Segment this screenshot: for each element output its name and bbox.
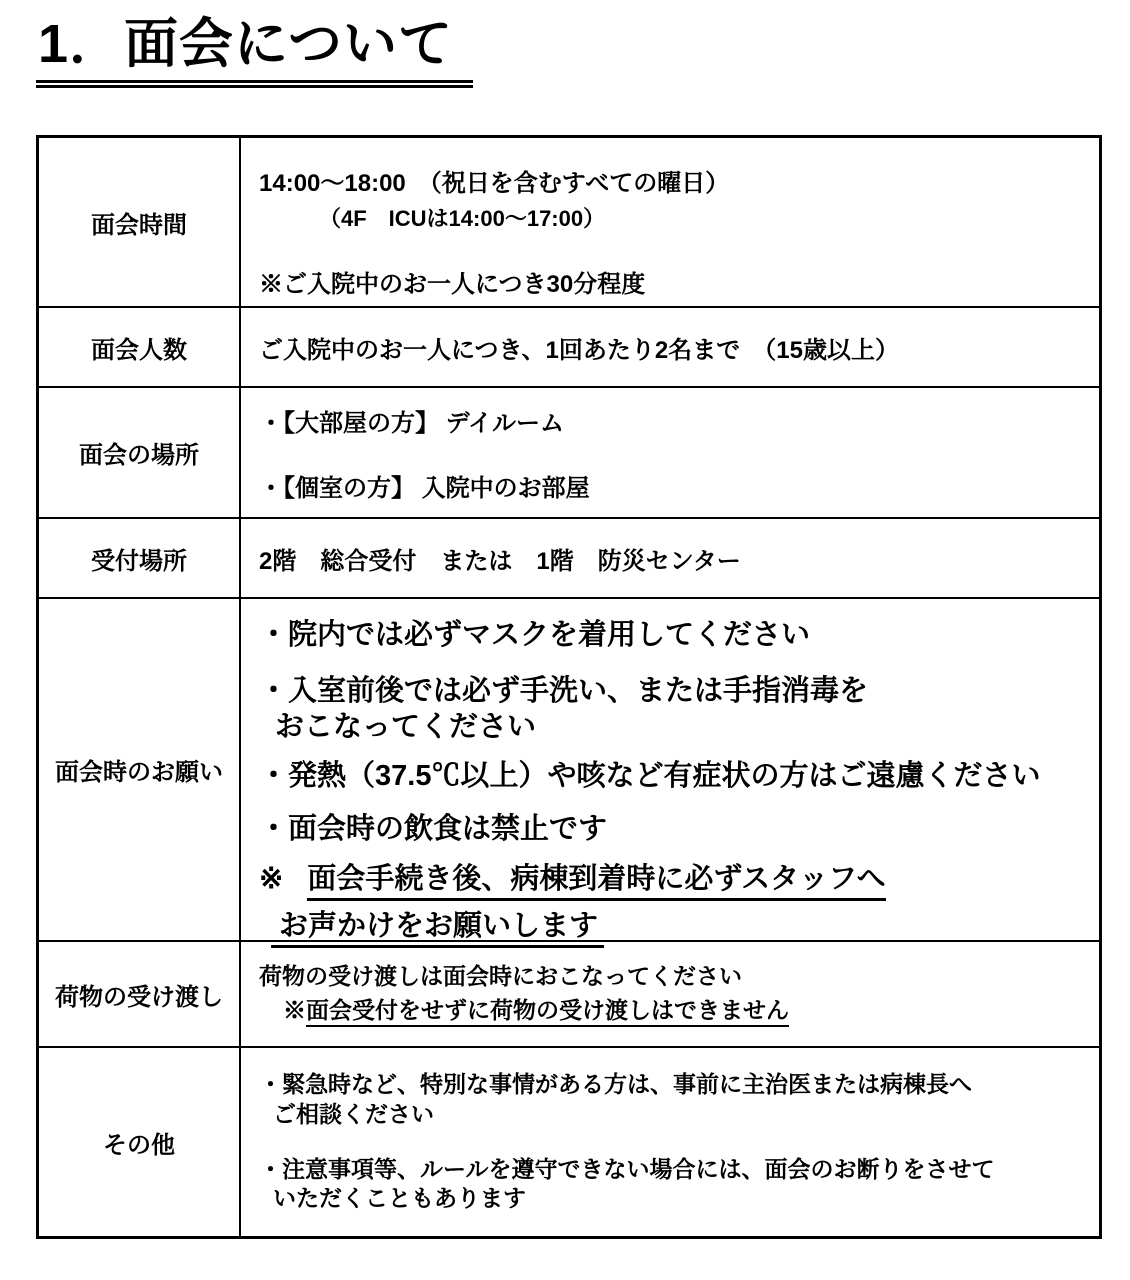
request-fever-line: ・発熱（37.5℃以上）や咳など有症状の方はご遠慮ください [259, 760, 1041, 793]
row-baggage-handover [39, 940, 1099, 1046]
row-other [39, 1046, 1099, 1236]
row-visitor-count-label: 面会人数 [39, 308, 241, 386]
row-reception-place-label: 受付場所 [39, 519, 241, 597]
reception-place-line: 2階 総合受付 または 1階 防災センター [259, 547, 741, 575]
row-visit-place [39, 386, 1099, 517]
row-baggage-handover-label: 荷物の受け渡し [39, 942, 241, 1046]
baggage-note-underlined-text: 面会受付をせずに荷物の受け渡しはできません [306, 997, 789, 1027]
visit-place-shared-room-line: ・【大部屋の方】 デイルーム [259, 409, 564, 437]
row-reception-place-content [241, 519, 1099, 597]
reference-mark: ※ [283, 997, 306, 1023]
row-other-label: その他 [39, 1048, 241, 1236]
baggage-note-line [283, 997, 1093, 1025]
row-other-content [241, 1048, 1099, 1236]
other-emergency-line2: ご相談ください [273, 1100, 434, 1127]
other-emergency-line1: ・緊急時など、特別な事情がある方は、事前に主治医または病棟長へ [259, 1070, 972, 1097]
row-visiting-hours-label: 面会時間 [39, 138, 241, 306]
other-rules-line1: ・注意事項等、ルールを遵守できない場合には、面会のお断りをさせて [259, 1155, 995, 1182]
row-visiting-hours-content [241, 138, 1099, 306]
row-visit-place-content [241, 388, 1099, 517]
hours-note-line: ※ご入院中のお一人につき30分程度 [259, 271, 646, 298]
request-mask-line: ・院内では必ずマスクを着用してください [259, 619, 811, 651]
request-handwash-line2: おこなってください [275, 710, 537, 743]
row-visit-requests-label: 面会時のお願い [39, 599, 241, 940]
row-visitor-count [39, 306, 1099, 386]
reference-mark: ※ [259, 862, 284, 895]
row-visit-requests [39, 597, 1099, 943]
row-baggage-handover-content [241, 942, 1099, 1046]
row-visit-place-label: 面会の場所 [39, 388, 241, 517]
row-visitor-count-content [241, 308, 1099, 386]
request-staff-note-line1 [259, 863, 1093, 901]
row-visit-requests-content [241, 599, 1099, 943]
request-no-eating-line: ・面会時の飲食は禁止です [259, 813, 608, 846]
visit-place-private-room-line: ・【個室の方】 入院中のお部屋 [259, 474, 590, 502]
other-rules-line2: いただくこともあります [273, 1185, 526, 1212]
hours-icu-line: （4F ICUは14:00～17:00） [319, 206, 606, 231]
row-reception-place [39, 517, 1099, 597]
request-handwash-line1: ・入室前後では必ず手洗い、または手指消毒を [259, 675, 869, 708]
request-staff-note-underlined-text2: お声かけをお願いします [271, 910, 604, 948]
request-staff-note-underlined-text1: 面会手続き後、病棟到着時に必ずスタッフへ [307, 863, 885, 901]
visiting-rules-table [36, 135, 1102, 1239]
hours-main-line: 14:00～18:00 （祝日を含むすべての曜日） [259, 170, 730, 197]
visitor-count-line: ご入院中のお一人につき、1回あたり2名まで （15歳以上） [259, 336, 899, 364]
baggage-main-line: 荷物の受け渡しは面会時におこなってください [259, 963, 742, 990]
page-title: 1．面会について [36, 10, 473, 88]
row-visiting-hours [39, 138, 1099, 306]
